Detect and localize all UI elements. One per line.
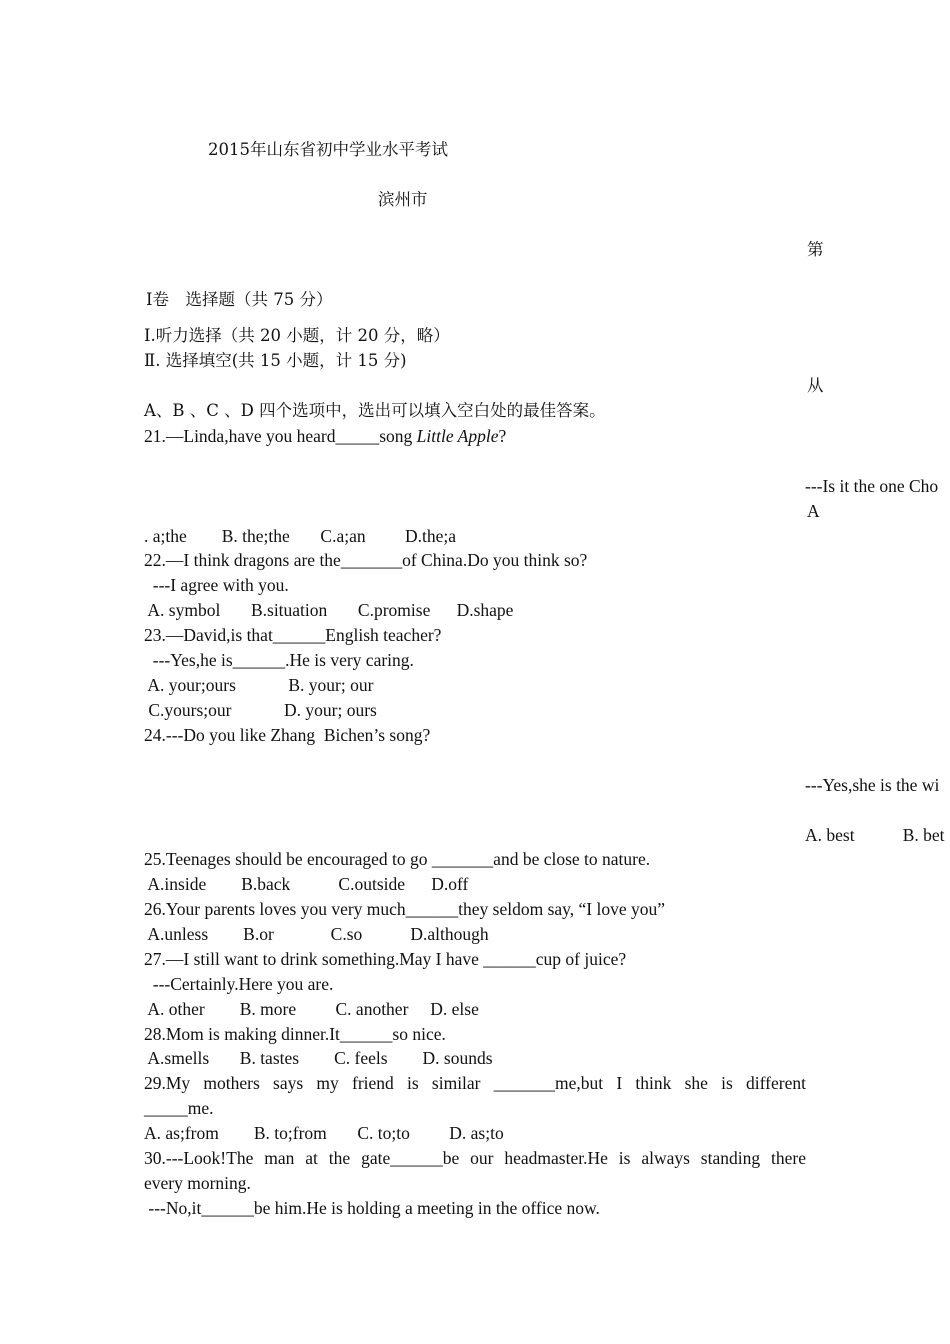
question-29-options: A. as;from B. to;from C. to;to D. as;to — [144, 1123, 504, 1143]
question-29-stem-line-1: 29.My mothers says my friend is similar _______me,but I think she is different — [144, 1073, 806, 1093]
question-22-reply: ---I agree with you. — [144, 575, 289, 595]
song-title: Little Apple — [416, 426, 499, 446]
question-22-stem: 22.—I think dragons are the_______of China.Do you think so? — [144, 550, 588, 570]
question-29-stem-line-2: _____me. — [144, 1098, 214, 1118]
question-27-reply: ---Certainly.Here you are. — [144, 974, 334, 994]
question-21-stem: 21.—Linda,have you heard_____song Little Apple? — [144, 426, 507, 446]
question-24-right-fragment: ---Yes,she is the wi — [805, 775, 940, 795]
question-30-stem-line-1: 30.---Look!The man at the gate______be our headmaster.He is always standing there — [144, 1148, 806, 1168]
question-26-options: A.unless B.or C.so D.although — [144, 924, 489, 944]
question-23-options-row-1: A. your;ours B. your; our — [144, 675, 374, 695]
question-21-options: . a;the B. the;the C.a;an D.the;a — [144, 526, 457, 546]
question-22-options: A. symbol B.situation C.promise D.shape — [144, 600, 514, 620]
city-name: 滨州市 — [378, 190, 428, 209]
question-23-stem: 23.—David,is that______English teacher? — [144, 625, 442, 645]
section-title: Ⅰ卷 选择题（共 75 分） — [146, 290, 333, 309]
question-23-options-row-2: C.yours;our D. your; ours — [144, 700, 377, 720]
question-28-options: A.smells B. tastes C. feels D. sounds — [144, 1048, 493, 1068]
margin-character: 第 — [807, 240, 824, 259]
part-one-heading: I.听力选择（共 20 小题，计 20 分，略） — [144, 326, 450, 345]
question-21-right-option: A — [807, 501, 820, 521]
question-24-stem: 24.---Do you like Zhang Bichen’s song? — [144, 725, 431, 745]
margin-character: 从 — [807, 376, 824, 395]
question-28-stem: 28.Mom is making dinner.It______so nice. — [144, 1024, 446, 1044]
question-25-options: A.inside B.back C.outside D.off — [144, 874, 469, 894]
question-21-right-fragment: ---Is it the one Cho — [805, 476, 939, 496]
question-27-options: A. other B. more C. another D. else — [144, 999, 479, 1019]
question-24-right-options: A. best B. bet — [805, 825, 945, 845]
part-two-heading: Ⅱ. 选择填空(共 15 小题，计 15 分) — [144, 351, 407, 370]
question-25-stem: 25.Teenages should be encouraged to go _______and be close to nature. — [144, 849, 651, 869]
question-26-stem: 26.Your parents loves you very much______they seldom say, “I love you” — [144, 899, 666, 919]
instruction-text: A、B 、C 、D 四个选项中，选出可以填入空白处的最佳答案。 — [144, 401, 606, 420]
question-30-stem-line-2: every morning. — [144, 1173, 251, 1193]
question-30-reply: ---No,it______be him.He is holding a meeting in the office now. — [144, 1198, 600, 1218]
question-27-stem: 27.—I still want to drink something.May I have ______cup of juice? — [144, 949, 627, 969]
exam-title: 2015年山东省初中学业水平考试 — [208, 140, 448, 159]
question-23-reply: ---Yes,he is______.He is very caring. — [144, 650, 414, 670]
